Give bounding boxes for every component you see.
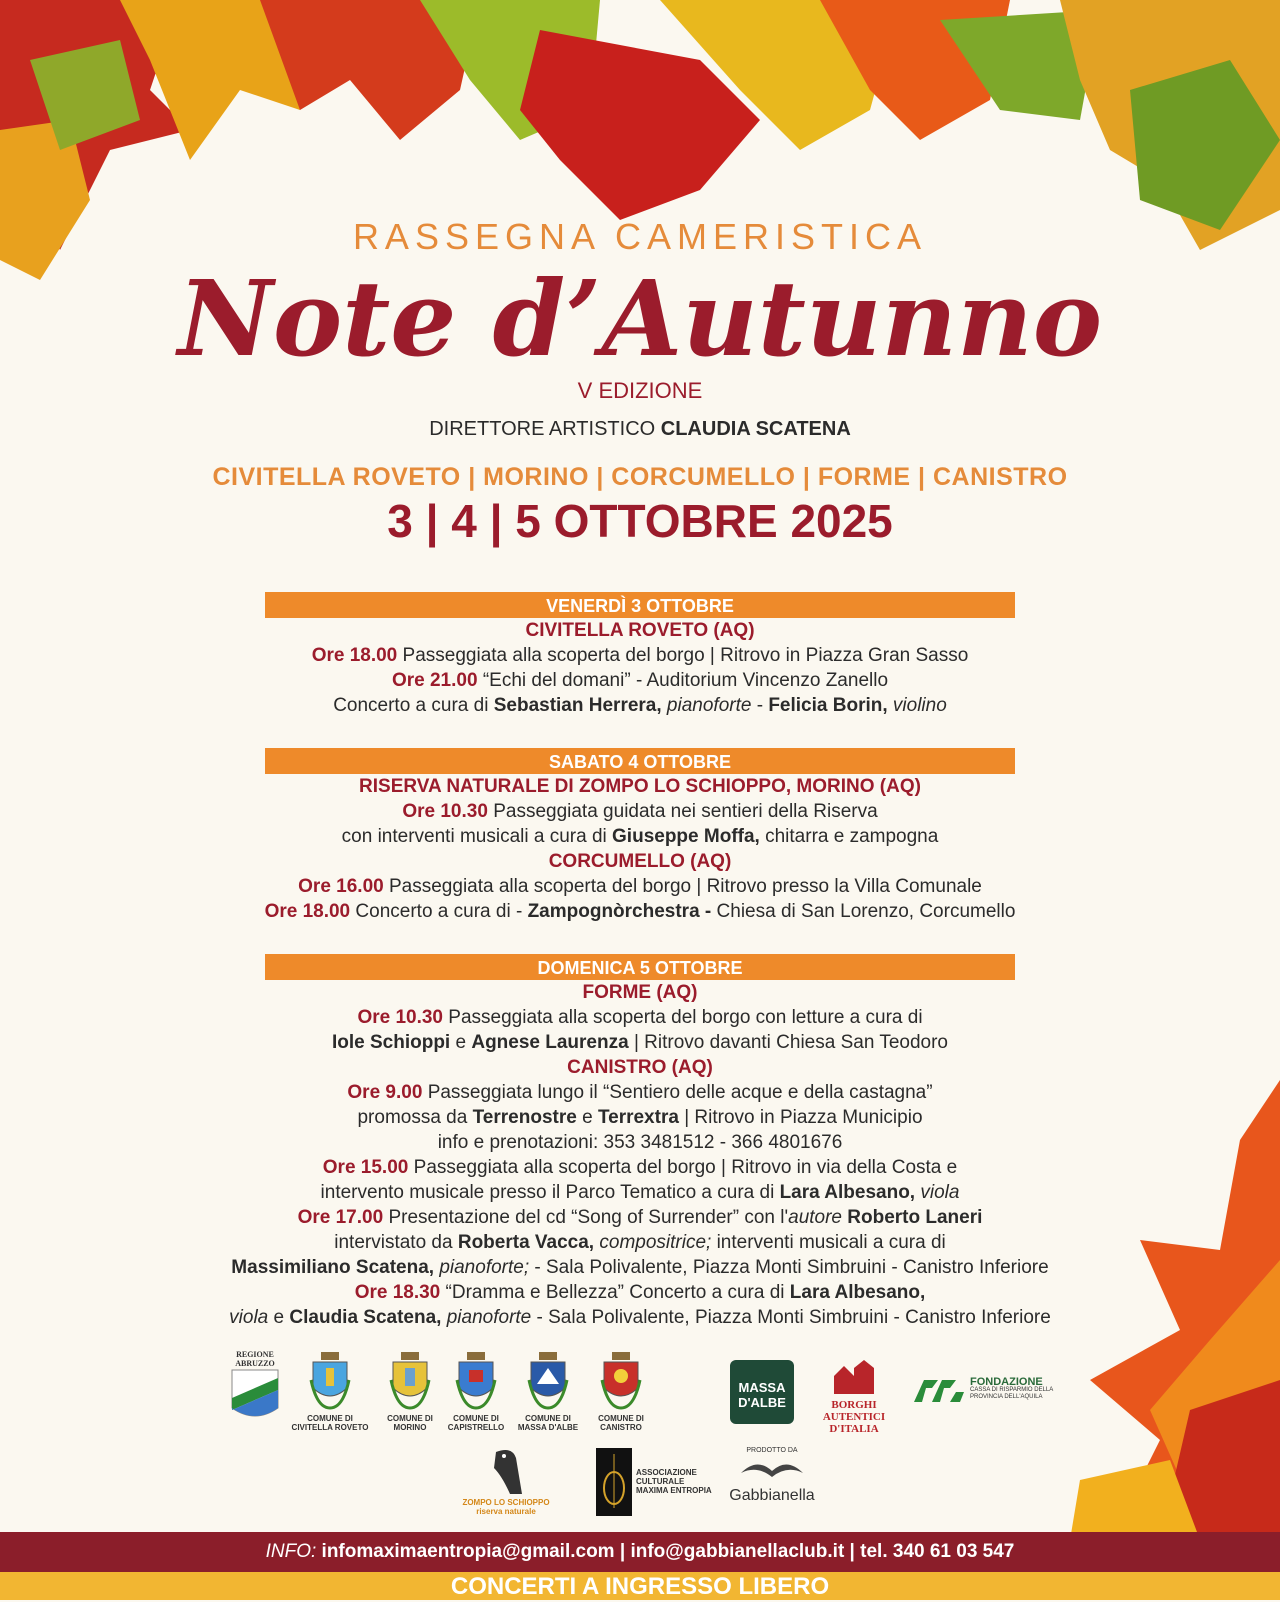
comune-civitella-logo	[290, 1350, 370, 1432]
logo-label: FONDAZIONE	[970, 1376, 1043, 1388]
event-time: Ore 10.30	[357, 1007, 444, 1028]
event-text: Concerto a cura di	[333, 695, 489, 716]
event-text: - Sala Polivalente, Piazza Monti Simbruini - Canistro Inferiore	[534, 1257, 1049, 1278]
organizer-name: Terrextra	[597, 1107, 679, 1128]
event-text: | Ritrovo in Piazza Municipio	[684, 1107, 923, 1128]
logo-label: ZOMPO LO SCHIOPPO riserva naturale	[462, 1498, 550, 1516]
info-text: infomaximaentropia@gmail.com | info@gabbianellaclub.it | tel. 340 61 03 547	[321, 1541, 1015, 1562]
logo-label: COMUNE DI MORINO	[387, 1414, 433, 1432]
comune-canistro-logo	[592, 1350, 650, 1432]
event-text: | Ritrovo davanti Chiesa San Teodoro	[633, 1032, 949, 1053]
event-text: intervistato da	[334, 1232, 453, 1253]
event-line	[0, 874, 1280, 899]
comune-capistrello-logo	[446, 1350, 506, 1432]
event-subtitle: RASSEGNA CAMERISTICA	[352, 216, 928, 257]
performer-name: Iole Schioppi	[331, 1032, 451, 1053]
regione-abruzzo-logo	[228, 1350, 282, 1426]
instrument: viola	[920, 1182, 960, 1203]
logo-sublabel: CASSA DI RISPARMIO DELLA PROVINCIA DELL'AQUILA	[970, 1387, 1053, 1400]
performer-name: Giuseppe Moffa,	[612, 826, 760, 847]
event-line	[0, 1105, 1280, 1130]
event-text: “Dramma e Bellezza” Concerto a cura di	[445, 1282, 785, 1303]
location-civitella: CIVITELLA ROVETO (AQ)	[525, 620, 755, 641]
location-corcumello: CORCUMELLO (AQ)	[548, 851, 732, 872]
event-line	[0, 1255, 1280, 1280]
performer-name: Roberto Laneri	[847, 1207, 983, 1228]
event-time: Ore 18.00	[264, 901, 351, 922]
logo-label: ASSOCIAZIONE CULTURALE MAXIMA ENTROPIA	[636, 1468, 712, 1495]
event-text: promossa da	[357, 1107, 468, 1128]
crest-icon	[387, 1350, 433, 1412]
event-text: Passeggiata alla scoperta del borgo con letture a cura di	[448, 1007, 923, 1028]
performer-name: Roberta Vacca,	[457, 1232, 595, 1253]
bird-icon	[486, 1446, 526, 1496]
logo-label: COMUNE DI CAPISTRELLO	[447, 1414, 505, 1432]
borghi-autentici-logo	[820, 1356, 888, 1435]
free-entry-banner: CONCERTI A INGRESSO LIBERO	[0, 1572, 1280, 1600]
event-line	[0, 1030, 1280, 1055]
conjunction: e	[582, 1107, 593, 1128]
fondazione-icon	[912, 1378, 966, 1404]
performer-name: Zampognòrchestra -	[527, 901, 712, 922]
performer-name: Massimiliano Scatena,	[231, 1257, 435, 1278]
event-text: Passeggiata guidata nei sentieri della Riserva	[493, 801, 878, 822]
event-line	[0, 668, 1280, 693]
performer-name: Lara Albesano,	[789, 1282, 926, 1303]
event-time: Ore 10.30	[402, 801, 488, 822]
event-line	[0, 1305, 1280, 1330]
location-canistro: CANISTRO (AQ)	[567, 1057, 713, 1078]
day-header-sunday: DOMENICA 5 OTTOBRE	[265, 954, 1015, 980]
role: autore	[788, 1207, 842, 1228]
crest-icon	[598, 1350, 644, 1412]
event-text: con interventi musicali a cura di	[341, 826, 607, 847]
violin-icon	[596, 1448, 632, 1516]
event-line	[0, 1280, 1280, 1305]
performer-name: Lara Albesano,	[779, 1182, 916, 1203]
logo-label: MASSA D'ALBE	[738, 1380, 786, 1410]
gabbianella-logo	[722, 1446, 822, 1505]
seagull-icon	[737, 1455, 807, 1485]
event-line	[0, 1155, 1280, 1180]
comune-morino-logo	[380, 1350, 440, 1432]
comune-massa-dalbe-logo	[516, 1350, 580, 1432]
event-time: Ore 18.00	[311, 645, 398, 666]
artistic-director	[0, 418, 1280, 441]
event-title: Note d’Autunno	[177, 257, 1103, 380]
director-label: DIRETTORE ARTISTICO	[429, 418, 656, 440]
event-text: Passeggiata alla scoperta del borgo | Ritrovo presso la Villa Comunale	[389, 876, 982, 897]
event-text: Concerto a cura di -	[355, 901, 523, 922]
event-text: Chiesa di San Lorenzo, Corcumello	[716, 901, 1016, 922]
logo-label: REGIONE ABRUZZO	[235, 1350, 275, 1368]
organizer-name: Terrenostre	[472, 1107, 577, 1128]
location-morino: RISERVA NATURALE DI ZOMPO LO SCHIOPPO, MORINO (AQ)	[359, 776, 921, 797]
instrument: viola	[229, 1307, 269, 1328]
edition-label: V EDIZIONE	[577, 378, 703, 403]
logo-label: COMUNE DI CANISTRO	[598, 1414, 644, 1432]
event-text: chitarra e zampogna	[765, 826, 939, 847]
crest-icon	[307, 1350, 353, 1412]
event-line: info e prenotazioni: 353 3481512 - 366 4801676	[437, 1132, 843, 1153]
event-line	[0, 899, 1280, 924]
event-line	[0, 799, 1280, 824]
performer-name: Felicia Borin,	[768, 695, 888, 716]
conjunction: e	[455, 1032, 467, 1053]
separator: -	[756, 695, 764, 716]
event-time: Ore 21.00	[391, 670, 478, 691]
footer-info-bar	[0, 1532, 1280, 1572]
event-line	[0, 1205, 1280, 1230]
crest-icon	[453, 1350, 499, 1412]
event-text: - Sala Polivalente, Piazza Monti Simbruini - Canistro Inferiore	[536, 1307, 1051, 1328]
day-header-saturday: SABATO 4 OTTOBRE	[265, 748, 1015, 774]
sponsor-logos	[0, 1350, 1280, 1516]
instrument: pianoforte	[666, 695, 752, 716]
crest-icon	[525, 1350, 571, 1412]
massa-dalbe-logo	[730, 1360, 794, 1424]
location-forme: FORME (AQ)	[582, 982, 698, 1003]
performer-name: Sebastian Herrera,	[493, 695, 662, 716]
performer-name: Claudia Scatena,	[289, 1307, 442, 1328]
day-header-friday: VENERDÌ 3 OTTOBRE	[265, 592, 1015, 618]
event-time: Ore 9.00	[347, 1082, 423, 1103]
fondazione-carispaq-logo	[912, 1378, 1062, 1404]
director-name: CLAUDIA SCATENA	[660, 418, 851, 440]
instrument: violino	[892, 695, 947, 716]
village-icon	[829, 1356, 879, 1396]
event-line	[0, 693, 1280, 718]
event-text: interventi musicali a cura di	[716, 1232, 946, 1253]
event-line	[0, 1080, 1280, 1105]
maxima-entropia-logo	[596, 1448, 716, 1516]
event-line	[0, 1180, 1280, 1205]
instrument: pianoforte;	[439, 1257, 530, 1278]
event-text: Passeggiata alla scoperta del borgo | Ritrovo in via della Costa e	[413, 1157, 958, 1178]
event-places: CIVITELLA ROVETO | MORINO | CORCUMELLO | FORME | CANISTRO	[212, 463, 1068, 491]
event-text: Presentazione del cd “Song of Surrender” con l'	[388, 1207, 789, 1228]
performer-name: Agnese Laurenza	[471, 1032, 629, 1053]
instrument: pianoforte	[446, 1307, 532, 1328]
logo-label: Gabbianella	[729, 1487, 815, 1504]
logo-label: COMUNE DI MASSA D'ALBE	[517, 1414, 579, 1432]
conjunction: e	[273, 1307, 285, 1328]
event-line	[0, 1230, 1280, 1255]
role: compositrice;	[599, 1232, 712, 1253]
event-text: Passeggiata alla scoperta del borgo | Ritrovo in Piazza Gran Sasso	[402, 645, 969, 666]
program-section	[0, 592, 1280, 1330]
event-time: Ore 15.00	[322, 1157, 409, 1178]
event-line	[0, 1005, 1280, 1030]
logo-label: BORGHI AUTENTICI D'ITALIA	[822, 1399, 886, 1435]
zompo-lo-schioppo-logo	[456, 1446, 556, 1516]
event-text: intervento musicale presso il Parco Tematico a cura di	[320, 1182, 775, 1203]
abruzzo-shield-icon	[230, 1368, 280, 1424]
logo-label: COMUNE DI CIVITELLA ROVETO	[291, 1414, 369, 1432]
event-text: Passeggiata lungo il “Sentiero delle acque e della castagna”	[427, 1082, 933, 1103]
logo-label: PRODOTTO DA	[746, 1447, 798, 1454]
event-text: “Echi del domani” - Auditorium Vincenzo Zanello	[482, 670, 889, 691]
event-time: Ore 17.00	[297, 1207, 384, 1228]
event-line	[0, 643, 1280, 668]
event-line	[0, 824, 1280, 849]
event-time: Ore 16.00	[298, 876, 384, 897]
event-dates: 3 | 4 | 5 OTTOBRE 2025	[387, 495, 893, 547]
event-time: Ore 18.30	[354, 1282, 441, 1303]
info-label: INFO:	[265, 1541, 317, 1562]
